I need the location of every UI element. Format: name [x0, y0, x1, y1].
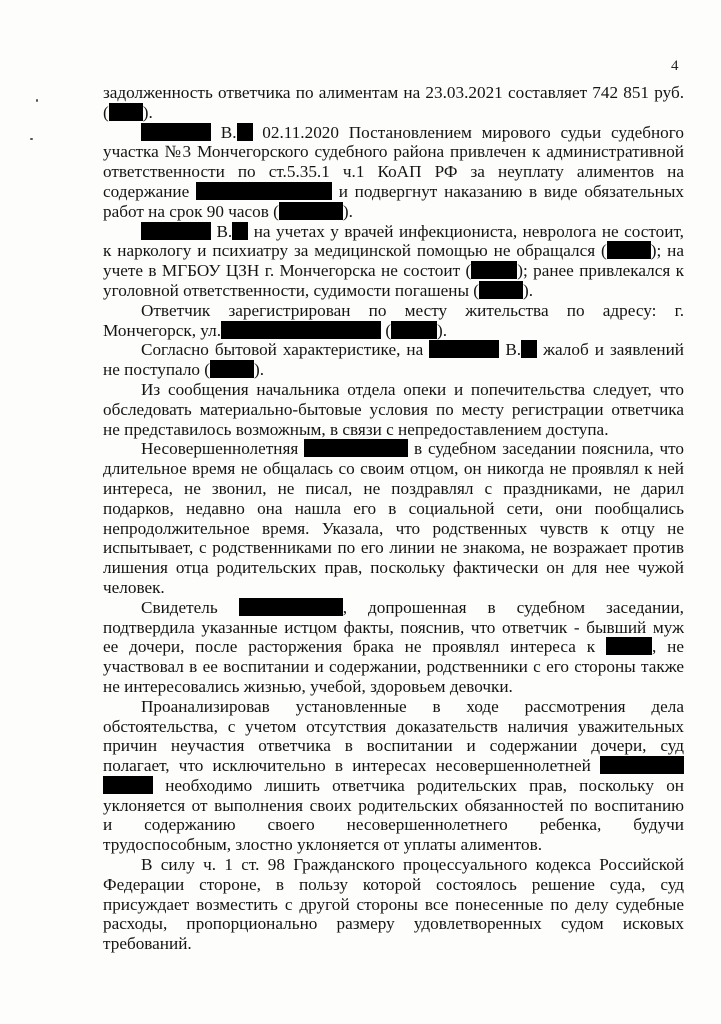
text-segment: ).: [142, 102, 153, 122]
text-line: [103, 855, 684, 875]
text-line: [103, 677, 684, 697]
text-segment: (: [381, 320, 392, 340]
text-segment: причин неучастия ответчика в воспитании и содержании дочери, суд: [103, 736, 684, 756]
text-segment: В.: [211, 221, 233, 241]
text-line: [103, 83, 684, 103]
text-segment: длительное время не общалась со своим отцом, он никогда не проявлял к ней: [103, 459, 684, 479]
paragraph-court-analysis: [103, 697, 684, 855]
text-line: [103, 558, 684, 578]
scan-speck: [30, 138, 33, 140]
text-segment: ); ранее привлекался к: [517, 261, 684, 281]
text-line: [103, 934, 684, 954]
text-segment: Согласно бытовой характеристике, на: [141, 340, 430, 360]
paragraph-registration: [103, 301, 684, 341]
redaction-box: [103, 776, 153, 794]
paragraph-court-costs: [103, 855, 684, 954]
text-line: [103, 815, 684, 835]
text-line: [103, 321, 684, 341]
text-segment: подарков, недавно она нашла его в социальной сети, они пообщались: [103, 498, 684, 518]
text-line: [103, 103, 684, 123]
text-line: [103, 598, 684, 618]
text-line: [103, 875, 684, 895]
paragraph-medical: [103, 222, 684, 301]
paragraph-witness: [103, 598, 684, 697]
text-segment: к наркологу и психиатру за медицинской помощью не обращался (: [103, 241, 607, 261]
text-line: [103, 202, 684, 222]
text-line: [103, 499, 684, 519]
text-segment: работ на срок 90 часов (: [103, 201, 279, 221]
text-segment: человек.: [103, 577, 165, 597]
text-segment: Из сообщения начальника отдела опеки и попечительства следует, что: [141, 379, 684, 399]
text-line: [103, 162, 684, 182]
text-line: [103, 717, 684, 737]
text-segment: на учетах у врачей инфекциониста, невролога не состоит,: [248, 221, 684, 241]
text-segment: уклоняется от выполнения своих родительских обязанностей по воспитанию: [103, 795, 684, 815]
text-line: [103, 340, 684, 360]
text-line: [103, 756, 684, 776]
redaction-box: [237, 123, 253, 141]
redaction-box: [391, 321, 437, 339]
text-segment: Федерации стороне, в пользу которой состоялось решение суда, суд: [103, 874, 684, 894]
paragraph-characteristic: [103, 340, 684, 380]
text-segment: лишения отца родительских прав, поскольку фактически он для нее чужой: [103, 558, 684, 578]
text-segment: содержание: [103, 181, 196, 201]
text-line: [103, 776, 684, 796]
redaction-box: [521, 340, 537, 358]
text-line: [103, 835, 684, 855]
text-line: [103, 360, 684, 380]
text-segment: подтвердила указанные истцом факты, пояснив, что ответчик - бывший муж: [103, 617, 684, 637]
redaction-box: [141, 222, 211, 240]
text-segment: ); на: [650, 241, 685, 261]
redaction-box: [429, 340, 499, 358]
redaction-box: [221, 321, 381, 339]
text-segment: присуждает возместить с другой стороны все понесенные по делу судебные: [103, 894, 684, 914]
text-line: [103, 796, 684, 816]
text-line: [103, 380, 684, 400]
text-segment: испытывает, с родственниками по его линии не знакома, не возражает против: [103, 538, 684, 558]
text-segment: участвовал в ее воспитании и содержании, родственники с его стороны также: [103, 657, 684, 677]
redaction-box: [606, 637, 652, 655]
text-segment: не интересовались жизнью, учебой, здоровьем девочки.: [103, 676, 513, 696]
text-segment: расходы, пропорционально размеру удовлетворенных судом исковых: [103, 914, 684, 934]
redaction-box: [471, 261, 517, 279]
text-segment: В.: [211, 122, 237, 142]
text-segment: Ответчик зарегистрирован по месту жительства по адресу: г.: [141, 300, 684, 320]
text-segment: обстоятельства, с учетом отсутствия доказательств наличия уважительных: [103, 716, 684, 736]
text-segment: участка №3 Мончегорского судебного района привлечен к административной: [103, 142, 684, 162]
text-segment: учете в МГБОУ ЦЗН г. Мончегорска не состоит (: [103, 261, 472, 281]
text-line: [103, 914, 684, 934]
text-segment: Мончегорск, ул.: [103, 320, 222, 340]
redaction-box: [232, 222, 248, 240]
paragraph-guardianship: [103, 380, 684, 439]
text-line: [103, 123, 684, 143]
text-segment: трудоспособным, злостно уклоняется от уплаты алиментов.: [103, 835, 543, 855]
text-line: [103, 142, 684, 162]
text-segment: ).: [254, 360, 265, 380]
redaction-box: [109, 103, 143, 121]
text-segment: требований.: [103, 934, 192, 954]
text-segment: непродолжительное время. Указала, что родственных чувств к отцу не: [103, 518, 684, 538]
text-segment: необходимо лишить ответчика родительских прав, поскольку он: [153, 775, 684, 795]
text-segment: Проанализировав установленные в ходе рассмотрения дела: [141, 696, 684, 716]
redaction-box: [239, 598, 343, 616]
text-line: [103, 222, 684, 242]
redaction-box: [141, 123, 211, 141]
text-segment: (: [103, 102, 109, 122]
text-segment: ).: [342, 201, 353, 221]
document-body: [103, 83, 684, 954]
redaction-box: [279, 202, 343, 220]
text-line: [103, 301, 684, 321]
text-segment: и подвергнут наказанию в виде обязательных: [331, 181, 684, 201]
text-segment: в судебном заседании пояснила, что: [408, 439, 684, 459]
paragraph-debt: [103, 83, 684, 123]
text-segment: обследовать материально-бытовые условия по месту регистрации ответчика: [103, 399, 684, 419]
text-line: [103, 697, 684, 717]
text-segment: ).: [437, 320, 448, 340]
text-line: [103, 578, 684, 598]
text-line: [103, 241, 684, 261]
text-line: [103, 479, 684, 499]
text-segment: , не: [651, 637, 684, 657]
text-line: [103, 538, 684, 558]
text-segment: В силу ч. 1 ст. 98 Гражданского процессуального кодекса Российской: [141, 855, 684, 875]
redaction-box: [196, 182, 332, 200]
text-segment: Свидетель: [141, 597, 239, 617]
text-line: [103, 618, 684, 638]
paragraph-admin-liability: [103, 123, 684, 222]
text-segment: ее дочери, после расторжения брака не проявлял интереса к: [103, 637, 606, 657]
page-number: 4: [671, 58, 679, 74]
scan-speck: [36, 99, 38, 102]
redaction-box: [479, 281, 523, 299]
text-segment: уголовной ответственности, судимости погашены (: [103, 280, 480, 300]
redaction-box: [304, 439, 408, 457]
text-segment: не поступало (: [103, 360, 211, 380]
text-line: [103, 637, 684, 657]
text-line: [103, 281, 684, 301]
redaction-box: [210, 360, 254, 378]
redaction-box: [607, 241, 651, 259]
text-line: [103, 182, 684, 202]
text-segment: ответственности по ст.5.35.1 ч.1 КоАП РФ за неуплату алиментов на: [103, 162, 684, 182]
text-line: [103, 519, 684, 539]
text-segment: полагает, что исключительно в интересах несовершеннолетней: [103, 756, 600, 776]
text-segment: , допрошенная в судебном заседании,: [342, 597, 684, 617]
paragraph-minor-testimony: [103, 439, 684, 597]
text-segment: ).: [523, 280, 534, 300]
text-line: [103, 261, 684, 281]
text-line: [103, 439, 684, 459]
text-segment: В.: [499, 340, 522, 360]
text-line: [103, 459, 684, 479]
redaction-box: [600, 756, 684, 774]
text-segment: не представилось возможным, в связи с непредоставлением доступа.: [103, 419, 609, 439]
text-line: [103, 657, 684, 677]
text-segment: и содержанию своего несовершеннолетнего ребенка, будучи: [103, 815, 684, 835]
text-line: [103, 420, 684, 440]
text-line: [103, 895, 684, 915]
text-line: [103, 400, 684, 420]
text-segment: задолженность ответчика по алиментам на 23.03.2021 составляет 742 851 руб.: [103, 83, 684, 102]
text-segment: Несовершеннолетняя: [141, 439, 305, 459]
text-line: [103, 736, 684, 756]
text-segment: жалоб и заявлений: [537, 340, 685, 360]
text-segment: 02.11.2020 Постановлением мирового судьи судебного: [252, 122, 684, 142]
text-segment: интереса, не звонил, не писал, не поздравлял с праздниками, не дарил: [103, 478, 684, 498]
